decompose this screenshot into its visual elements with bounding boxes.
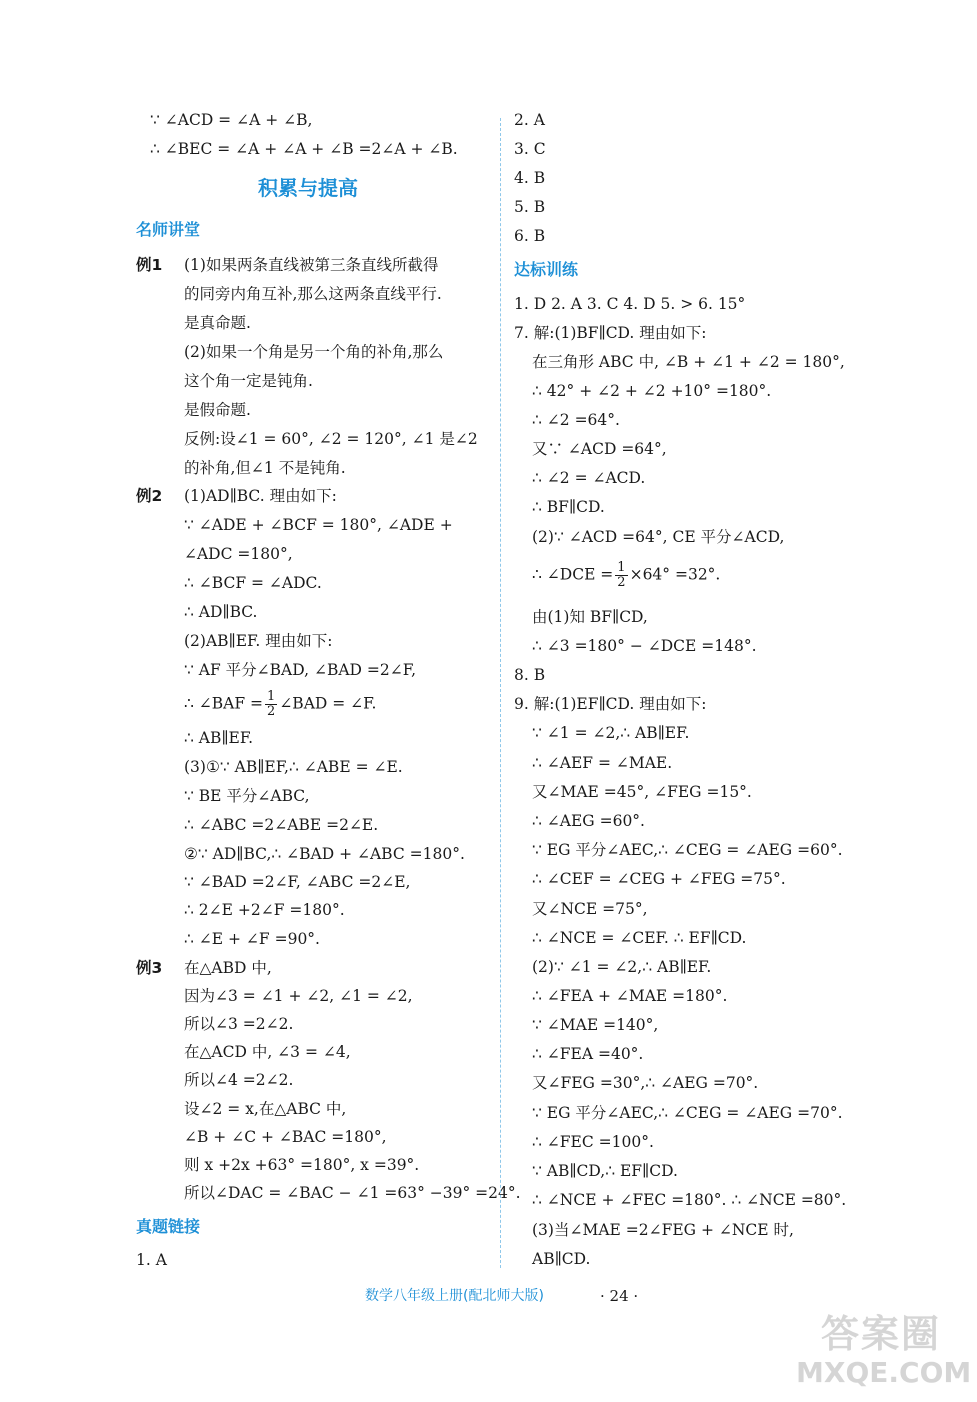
fraction-line bbox=[184, 690, 376, 719]
example-label: 例3 bbox=[136, 959, 163, 977]
text-line: ∴ ∠2 =64°. bbox=[532, 411, 620, 429]
text-line: ∴ BF∥CD. bbox=[532, 498, 605, 516]
text-line: (3)当∠MAE =2∠FEG + ∠NCE 时, bbox=[532, 1221, 794, 1239]
text-line: ∠ADC =180°, bbox=[184, 545, 293, 563]
text-line: 是假命题. bbox=[184, 401, 251, 419]
text-line: ∴ ∠CEF = ∠CEG + ∠FEG =75°. bbox=[532, 870, 786, 888]
answer-item: 4. B bbox=[514, 169, 546, 187]
watermark-bottom-text: MXQE.COM bbox=[796, 1356, 972, 1389]
text-line: 在△ACD 中, ∠3 = ∠4, bbox=[184, 1043, 351, 1061]
text-line: ∵ ∠BAD =2∠F, ∠ABC =2∠E, bbox=[184, 873, 411, 891]
text-line: ∴ ∠FEC =100°. bbox=[532, 1133, 654, 1151]
fraction bbox=[615, 561, 627, 590]
answer-item: 5. B bbox=[514, 198, 546, 216]
text-line: ∵ EG 平分∠AEC,∴ ∠CEG = ∠AEG =60°. bbox=[532, 841, 843, 859]
fraction-numerator: 1 bbox=[617, 560, 626, 575]
text-line: 在三角形 ABC 中, ∠B + ∠1 + ∠2 = 180°, bbox=[532, 353, 845, 371]
text-line: (2)AB∥EF. 理由如下: bbox=[184, 632, 333, 650]
answer-item: 6. B bbox=[514, 227, 546, 245]
text-line: (3)①∵ AB∥EF,∴ ∠ABE = ∠E. bbox=[184, 758, 403, 776]
text-line: ∴ ∠FEA =40°. bbox=[532, 1045, 644, 1063]
text-line: ∵ ∠MAE =140°, bbox=[532, 1016, 659, 1034]
text-fragment: ×64° =32°. bbox=[629, 565, 721, 584]
text-line: ∴ ∠2 = ∠ACD. bbox=[532, 469, 646, 487]
text-line: 的补角,但∠1 不是钝角. bbox=[184, 459, 346, 477]
text-line: ②∵ AD∥BC,∴ ∠BAD + ∠ABC =180°. bbox=[184, 845, 465, 863]
text-line: ∴ 2∠E +2∠F =180°. bbox=[184, 901, 345, 919]
section-heading-zhenti: 真题链接 bbox=[136, 1217, 201, 1236]
text-line: 则 x +2x +63° =180°, x =39°. bbox=[184, 1156, 420, 1174]
text-line: 是真命题. bbox=[184, 314, 251, 332]
text-line: ∴ ∠AEF = ∠MAE. bbox=[532, 754, 673, 772]
text-line: ∵ ∠ADE + ∠BCF = 180°, ∠ADE + bbox=[184, 516, 453, 534]
text-line: 7. 解:(1)BF∥CD. 理由如下: bbox=[514, 324, 707, 342]
text-line: ∠B + ∠C + ∠BAC =180°, bbox=[184, 1128, 387, 1146]
text-fragment: ∴ ∠BAF = bbox=[184, 694, 264, 713]
example-label: 例1 bbox=[136, 256, 163, 274]
text-fragment: ∠BAD = ∠F. bbox=[279, 694, 377, 713]
footer-book-title: 数学八年级上册(配北师大版) bbox=[365, 1288, 544, 1304]
section-heading-dabiao: 达标训练 bbox=[514, 260, 579, 279]
text-line: 所以∠DAC = ∠BAC − ∠1 =63° −39° =24°. bbox=[184, 1184, 521, 1202]
text-line: ∴ AD∥BC. bbox=[184, 603, 258, 621]
text-line: ∴ 42° + ∠2 + ∠2 +10° =180°. bbox=[532, 382, 772, 400]
fraction-line bbox=[532, 561, 720, 590]
text-line: 又∵ ∠ACD =64°, bbox=[532, 440, 667, 458]
text-line: ∵ BE 平分∠ABC, bbox=[184, 787, 310, 805]
text-line: ∴ ∠ABC =2∠ABE =2∠E. bbox=[184, 816, 379, 834]
text-line: 又∠MAE =45°, ∠FEG =15°. bbox=[532, 783, 752, 801]
text-line: ∴ ∠NCE + ∠FEC =180°. ∴ ∠NCE =80°. bbox=[532, 1191, 847, 1209]
text-line: ∴ ∠BCF = ∠ADC. bbox=[184, 574, 322, 592]
text-line: 设∠2 = x,在△ABC 中, bbox=[184, 1100, 347, 1118]
answer-item: 2. A bbox=[514, 111, 545, 129]
text-line: (2)∵ ∠ACD =64°, CE 平分∠ACD, bbox=[532, 528, 785, 546]
text-line: ∴ AB∥EF. bbox=[184, 729, 254, 747]
text-line: (2)如果一个角是另一个角的补角,那么 bbox=[184, 343, 444, 361]
text-line: ∵ ∠1 = ∠2,∴ AB∥EF. bbox=[532, 724, 690, 742]
watermark-logo bbox=[796, 1312, 972, 1394]
fraction-denominator: 2 bbox=[617, 575, 626, 590]
text-line: 所以∠4 =2∠2. bbox=[184, 1071, 294, 1089]
text-line: ∵ ∠ACD = ∠A + ∠B, bbox=[150, 111, 313, 129]
column-divider bbox=[500, 118, 501, 1268]
example-label: 例2 bbox=[136, 487, 163, 505]
fraction-numerator: 1 bbox=[267, 689, 276, 704]
text-line: ∴ ∠E + ∠F =90°. bbox=[184, 930, 320, 948]
text-line: 反例:设∠1 = 60°, ∠2 = 120°, ∠1 是∠2 bbox=[184, 430, 478, 448]
text-fragment: ∴ ∠DCE = bbox=[532, 565, 614, 584]
text-line: ∴ ∠BEC = ∠A + ∠A + ∠B =2∠A + ∠B. bbox=[150, 140, 458, 158]
fraction bbox=[265, 690, 277, 719]
text-line: (1)如果两条直线被第三条直线所截得 bbox=[184, 256, 439, 274]
text-line: 由(1)知 BF∥CD, bbox=[532, 608, 648, 626]
text-line: ∴ ∠3 =180° − ∠DCE =148°. bbox=[532, 637, 757, 655]
text-line: AB∥CD. bbox=[532, 1250, 591, 1268]
text-line: 的同旁内角互补,那么这两条直线平行. bbox=[184, 285, 442, 303]
text-line: 又∠NCE =75°, bbox=[532, 900, 648, 918]
answer-row: 1. D 2. A 3. C 4. D 5. > 6. 15° bbox=[514, 295, 746, 313]
text-line: 9. 解:(1)EF∥CD. 理由如下: bbox=[514, 695, 707, 713]
answer-item: 3. C bbox=[514, 140, 546, 158]
section-heading-mingshi: 名师讲堂 bbox=[136, 220, 201, 239]
text-line: ∵ AF 平分∠BAD, ∠BAD =2∠F, bbox=[184, 661, 416, 679]
fraction-denominator: 2 bbox=[267, 704, 276, 719]
answer-item: 8. B bbox=[514, 666, 546, 684]
text-line: ∴ ∠FEA + ∠MAE =180°. bbox=[532, 987, 728, 1005]
text-line: (2)∵ ∠1 = ∠2,∴ AB∥EF. bbox=[532, 958, 712, 976]
text-line: ∵ AB∥CD,∴ EF∥CD. bbox=[532, 1162, 678, 1180]
answer-item: 1. A bbox=[136, 1251, 167, 1269]
text-line: 因为∠3 = ∠1 + ∠2, ∠1 = ∠2, bbox=[184, 987, 413, 1005]
text-line: ∴ ∠NCE = ∠CEF. ∴ EF∥CD. bbox=[532, 929, 747, 947]
page-number: · 24 · bbox=[600, 1287, 639, 1305]
text-line: 所以∠3 =2∠2. bbox=[184, 1015, 294, 1033]
text-line: (1)AD∥BC. 理由如下: bbox=[184, 487, 337, 505]
watermark-top-text: 答案圈 bbox=[820, 1312, 941, 1356]
text-line: ∵ EG 平分∠AEC,∴ ∠CEG = ∠AEG =70°. bbox=[532, 1104, 843, 1122]
text-line: 又∠FEG =30°,∴ ∠AEG =70°. bbox=[532, 1074, 759, 1092]
section-title: 积累与提高 bbox=[258, 176, 358, 200]
text-line: 这个角一定是钝角. bbox=[184, 372, 313, 390]
text-line: ∴ ∠AEG =60°. bbox=[532, 812, 645, 830]
text-line: 在△ABD 中, bbox=[184, 959, 272, 977]
